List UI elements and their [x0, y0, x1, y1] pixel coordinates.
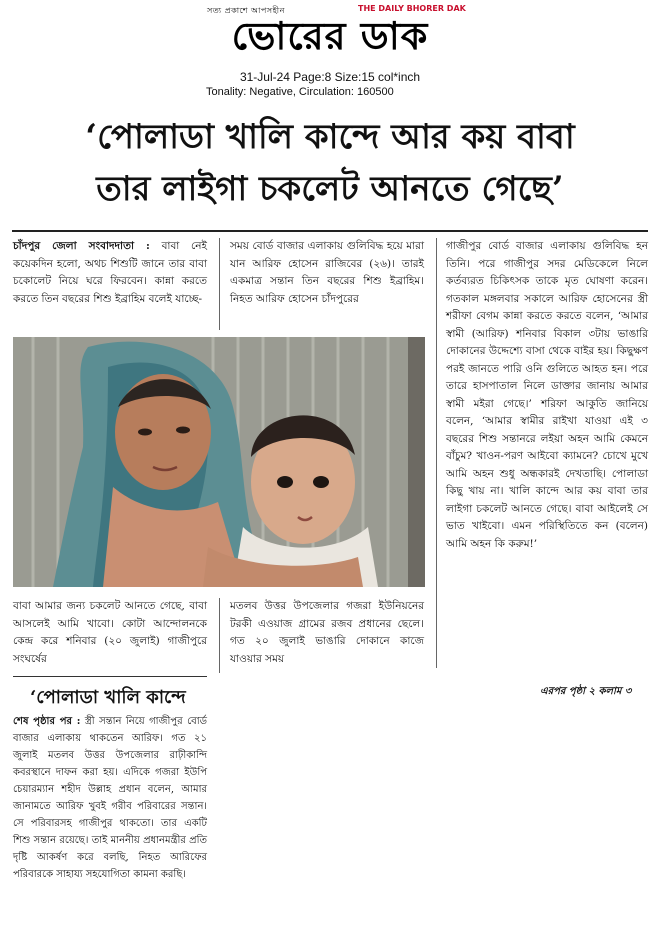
headline-line1: ‘পোলাডা খালি কান্দে আর কয় বাবা [85, 117, 575, 157]
col1-top-text: বাবা নেই কয়েকদিন হলো, অথচ শিশুটি জানে তার বাবা চকোলেট নিয়ে ঘরে ফিরবেন। কান্না করতে করতে তিন বছরের শিশু ইব্রাহিম বলেই যাচ্ছে- [13, 240, 208, 305]
col2-top-text: সময় বোর্ড বাজার এলাকায় গুলিবিদ্ধ হয়ে মারা যান আরিফ হোসেন রাজিবের (২৬)। তারই একমাত্র সন্তান তিন বছরের শিশু ইব্রাহিম। নিহত আরিফ হোসেন চাঁদপুরের [230, 240, 424, 305]
article-column-3 [446, 238, 648, 553]
column-divider [436, 238, 437, 668]
article-column-1-bottom [13, 598, 207, 668]
continuation-divider [13, 676, 207, 677]
column-divider [219, 598, 220, 673]
photo-mother-and-child [13, 337, 425, 587]
continuation-body [13, 713, 207, 883]
clipping-meta-line1: 31-Jul-24 Page:8 Size:15 col*inch [239, 70, 421, 84]
continuation-text: স্ত্রী সন্তান নিয়ে গাজীপুর বোর্ড বাজার এলাকায় থাকতেন আরিফ। গত ২১ জুলাই মতলব উত্তর উপজেলার রাঢ়ীকান্দি কবরস্থানে দাফন করা হয়। এদিকে গজরা ইউপি চেয়ারম্যান শহীদ উল্লাহ প্রধান বলেন, আমার জানামতে আরিফ খুবই গরীব পরিবারের সন্তান। সে পরিবারসহ গাজীপুর থাকতো। তার একটি শিশু সন্তান রয়েছে। তাই মাননীয় প্রধানমন্ত্রীর প্রতি দৃষ্টি আকর্ষণ করে বলছি, নিহত আরিফের পরিবারকে সাহায্য সহযোগিতা কামনা করছি। [13, 716, 207, 880]
col3-text: গাজীপুর বোর্ড বাজার এলাকায় গুলিবিদ্ধ হন তিনি। পরে গাজীপুর সদর মেডিকেলে নিলে কর্তব্যরত চিকিৎসক তাকে মৃত ঘোষণা করেন। গতকাল মঙ্গলবার সকালে আরিফ হোসেনের স্ত্রী শরীফা বেগম কান্না করতে করতে বলেন, ‘আমার স্বামী (আরিফ) শনিবার বিকাল ৩টায় ভাঙারি দোকানের উদ্দেশ্যে বাসা থেকে বাইর হয়। কিছুক্ষণ পরই জানতে পারি ওনি গুলিতে আহত হন। পরে তারে হাসপাতাল নিলে ডাক্তার জানায় আমার স্বামী মইরা গেছে।’ শরিফা আকুতি জানিয়ে বলেন, ‘আমার স্বামীর রাইখা যাওয়া এই ৩ বছরের শিশু সন্তানরে লইয়া অহন আমি কেমনে বাঁচুম? খাওন-পরণ আইবো ক্যামনে? চোখে মুখে আমি অহন শুধু অন্ধকারই দেখতাছি। পোলাডা কিছু খায় না। খালি কান্দে আর কয় বাবা তার লাইগা চকলেট আনতে গেছে। বাবা আইলেই সে ভাত খাইবো। এমন পরিস্থিতিতে কন (বলেন) আমি অহন কি করুম!’ [446, 240, 648, 550]
article-column-1-top [13, 238, 207, 308]
article-column-2-bottom [230, 598, 424, 668]
byline: চাঁদপুর জেলা সংবাদদাতা : [13, 240, 150, 252]
col1-bottom-text: বাবা আমার জন্য চকলেট আনতে গেছে, বাবা আসলেই আমি খাবো। কোটা আন্দোলনকে কেন্দ্র করে শনিবার (২০ জুলাই) গাজীপুরে সংঘর্ষের [13, 600, 207, 665]
jump-line: এরপর পৃষ্ঠা ২ কলাম ৩ [540, 686, 632, 697]
clipping-meta-line2: Tonality: Negative, Circulation: 160500 [206, 86, 394, 98]
masthead-tagline: সত্য প্রকাশে আপসহীন [207, 6, 285, 15]
masthead-english-name: THE DAILY BHORER DAK [358, 4, 466, 13]
continuation-lead: শেষ পৃষ্ঠার পর : [13, 716, 81, 727]
continuation-heading: ‘পোলাডা খালি কান্দে [30, 687, 186, 708]
column-divider [219, 238, 220, 330]
article-column-2-top [230, 238, 424, 308]
headline-divider [12, 230, 648, 232]
headline-line2: তার লাইগা চকলেট আনতে গেছে’ [96, 169, 564, 209]
newspaper-logo: ভোরের ডাক [231, 14, 429, 58]
article-photo [13, 337, 425, 587]
col2-bottom-text: মতলব উত্তর উপজেলার গজরা ইউনিয়নের টরকী এওয়াজ গ্রামের রজব প্রধানের ছেলে। গত ২০ জুলাই ভাঙারি দোকানে কাজে যাওয়ার সময় [230, 600, 424, 665]
